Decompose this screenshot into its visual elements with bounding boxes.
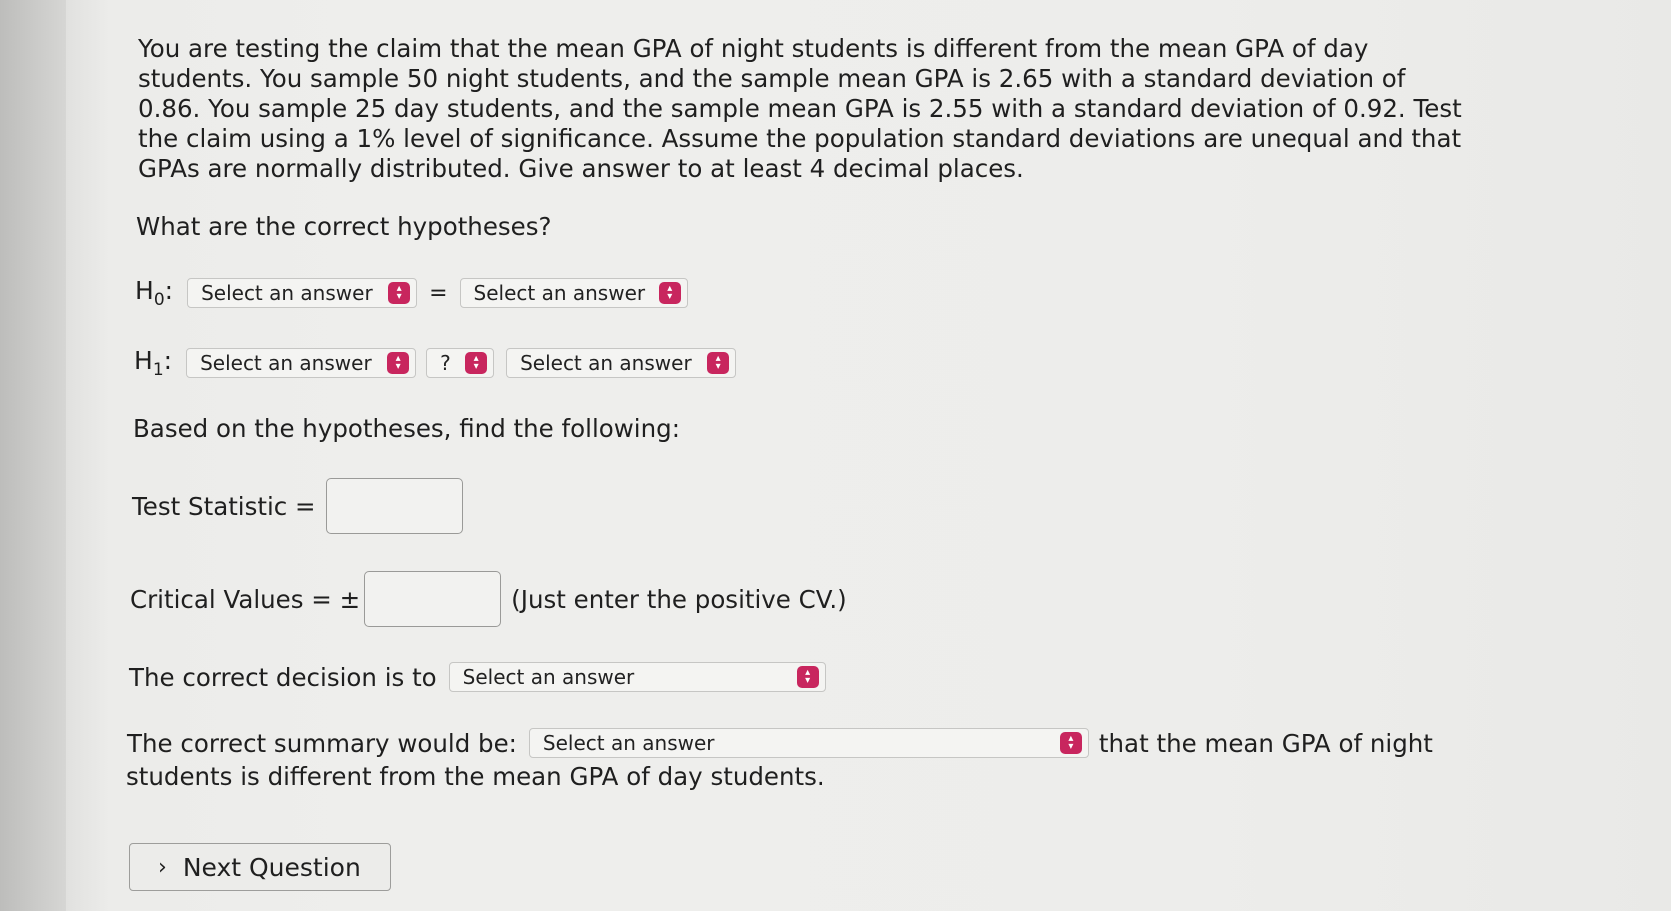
based-on-heading: Based on the hypotheses, find the following:: [133, 414, 680, 443]
select-arrows-icon: ▴ ▾: [797, 666, 819, 688]
h0-parameter-select-value: Select an answer: [201, 281, 373, 305]
select-arrows-icon: ▴ ▾: [1060, 732, 1082, 754]
problem-statement: You are testing the claim that the mean GPA of night students is different from the mean GPA of day students. You sample 50 night students, and the sample mean GPA is 2.65 with a standard deviation of 0.86. You sample 25 day students, and the sample mean GPA is 2.55 with a standard deviation of 0.92. Test the claim using a 1% level of significance. Assume the population standard deviations are unequal and that GPAs are normally distributed. Give answer to at least 4 decimal places.: [138, 34, 1462, 183]
h1-label: $H_1$:: [134, 346, 173, 380]
h1-row: [134, 346, 736, 380]
h1-operator-select[interactable]: [426, 348, 494, 378]
h1-operator-select-value: ?: [440, 351, 451, 375]
h1-value-select[interactable]: [506, 348, 736, 378]
test-statistic-label: Test Statistic =: [132, 491, 316, 521]
h0-value-select[interactable]: [460, 278, 688, 308]
select-arrows-icon: ▴ ▾: [465, 352, 487, 374]
select-arrows-icon: ▴ ▾: [388, 282, 410, 304]
summary-select-value: Select an answer: [542, 731, 715, 755]
decision-row: [129, 662, 826, 692]
h1-parameter-select[interactable]: [186, 348, 416, 378]
left-edge-shadow: [0, 0, 66, 911]
summary-label: The correct summary would be:: [127, 728, 517, 758]
summary-continuation: that the mean GPA of night: [1098, 728, 1433, 758]
h0-parameter-select[interactable]: [187, 278, 417, 308]
summary-line-2: students is different from the mean GPA of day students.: [126, 762, 825, 791]
critical-values-note: (Just enter the positive CV.): [511, 584, 847, 614]
hypotheses-question: What are the correct hypotheses?: [136, 212, 552, 241]
h1-parameter-select-value: Select an answer: [200, 351, 372, 375]
h0-row: [135, 276, 688, 310]
select-arrows-icon: ▴ ▾: [387, 352, 409, 374]
chevron-right-icon: ›: [158, 854, 167, 880]
h0-label: $H_0$:: [135, 276, 174, 310]
h0-value-select-value: Select an answer: [473, 281, 646, 305]
next-question-button[interactable]: [129, 843, 391, 891]
select-arrows-icon: ▴ ▾: [659, 282, 680, 304]
decision-select[interactable]: [449, 662, 826, 692]
h0-equals-sign: =: [429, 280, 448, 306]
summary-select[interactable]: [529, 728, 1089, 758]
decision-select-value: Select an answer: [462, 665, 635, 689]
decision-label: The correct decision is to: [129, 662, 437, 692]
summary-row: [127, 728, 1433, 758]
test-statistic-input[interactable]: [326, 478, 463, 534]
critical-value-input[interactable]: [364, 571, 501, 627]
critical-values-label: Critical Values = ±: [130, 584, 361, 614]
next-question-label: Next Question: [182, 852, 361, 882]
h1-value-select-value: Select an answer: [520, 351, 692, 375]
test-statistic-row: [132, 478, 463, 534]
select-arrows-icon: ▴ ▾: [707, 352, 729, 374]
critical-values-row: [130, 571, 847, 627]
